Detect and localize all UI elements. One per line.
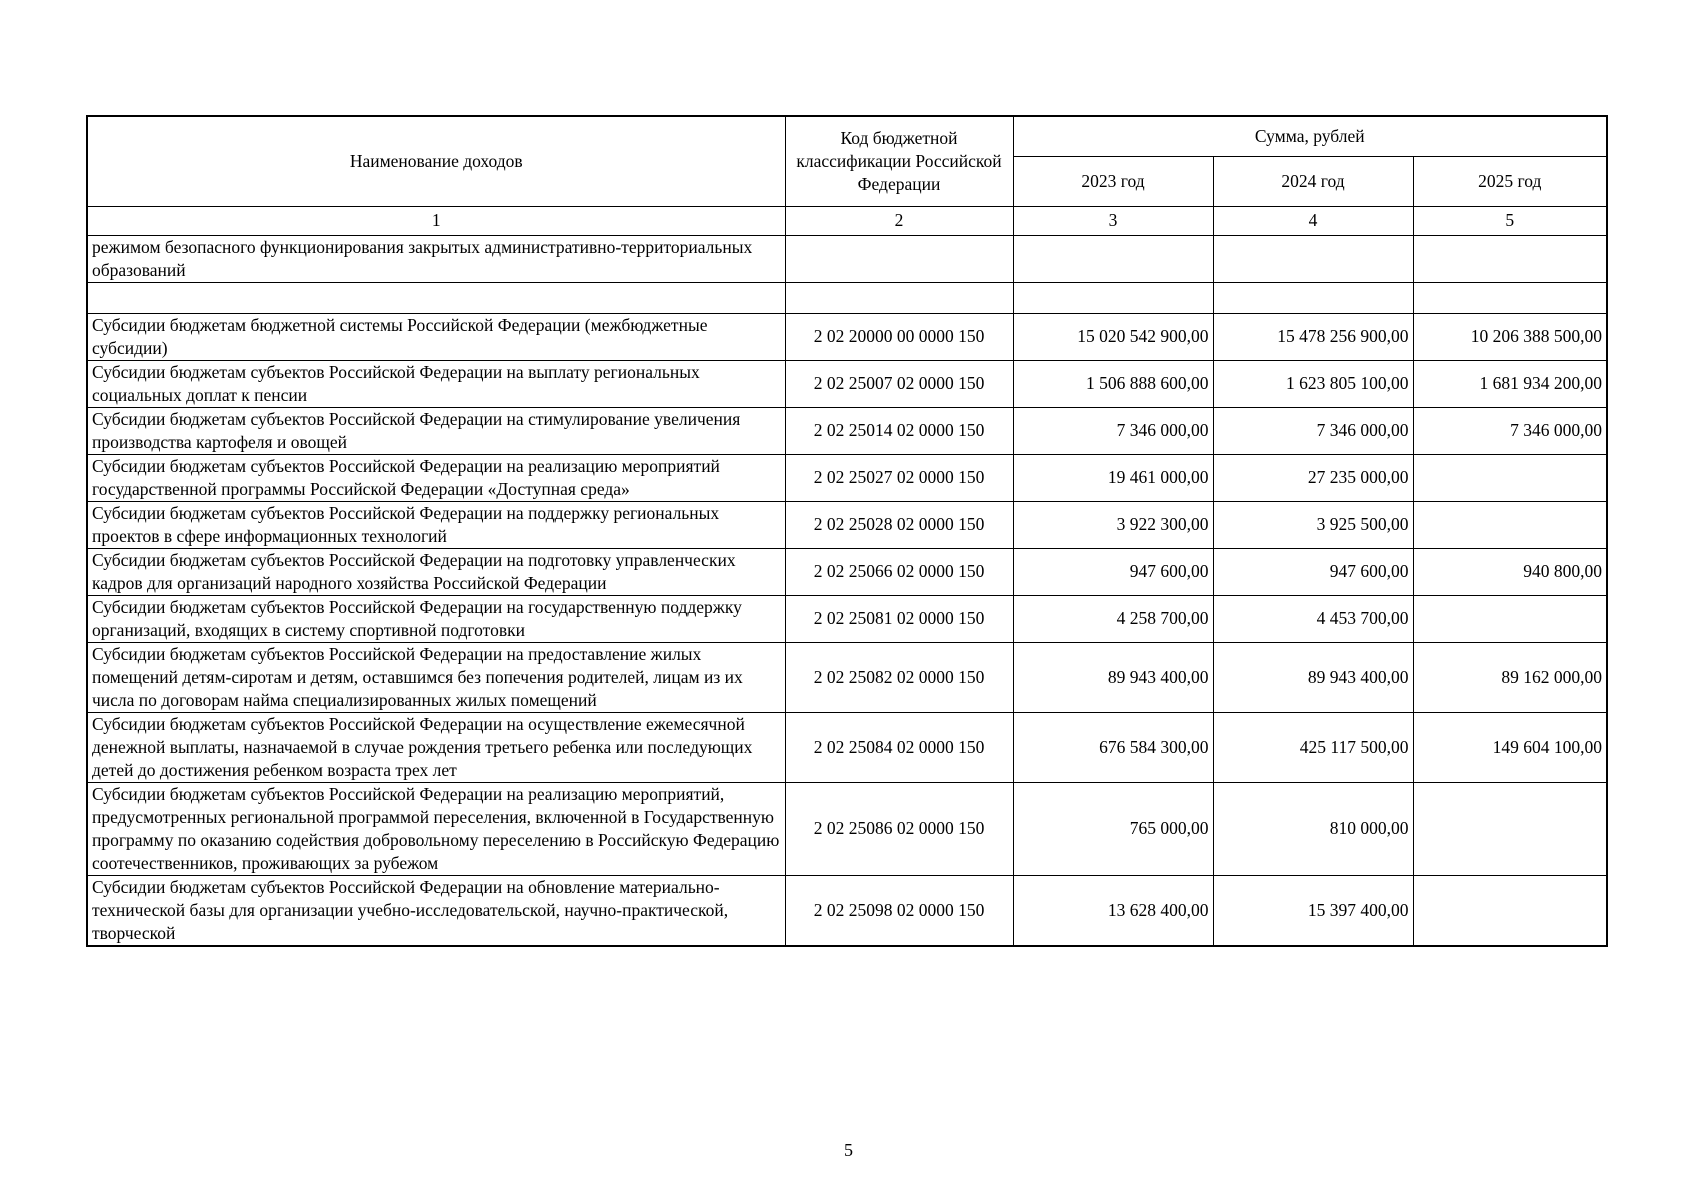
budget-code — [785, 235, 1013, 282]
income-name: Субсидии бюджетам субъектов Российской Федерации на реализацию мероприятий, предусмотренных региональной программой переселения, включенной в Государственную программу по оказанию содействия добровольному переселению в Российскую Федерацию соотечественников, проживающих за рубежом — [87, 782, 785, 875]
budget-code: 2 02 25007 02 0000 150 — [785, 360, 1013, 407]
budget-code: 2 02 25086 02 0000 150 — [785, 782, 1013, 875]
column-index: 2 — [785, 206, 1013, 235]
page-number: 5 — [844, 1140, 853, 1160]
column-index: 3 — [1013, 206, 1213, 235]
amount-2023: 765 000,00 — [1013, 782, 1213, 875]
amount-2024: 7 346 000,00 — [1213, 407, 1413, 454]
budget-code: 2 02 25082 02 0000 150 — [785, 642, 1013, 712]
amount-2025 — [1413, 595, 1607, 642]
income-name: Субсидии бюджетам субъектов Российской Федерации на обновление материально-технической базы для организации учебно-исследовательской, научно-практической, творческой — [87, 875, 785, 946]
table-row — [87, 360, 1607, 407]
amount-2023 — [1013, 235, 1213, 282]
header-code: Код бюджетной классификации Российской Федерации — [785, 116, 1013, 206]
table-row — [87, 407, 1607, 454]
amount-2025 — [1413, 501, 1607, 548]
income-name: Субсидии бюджетам субъектов Российской Федерации на поддержку региональных проектов в сфере информационных технологий — [87, 501, 785, 548]
header-year-2025: 2025 год — [1413, 156, 1607, 206]
budget-code: 2 02 25027 02 0000 150 — [785, 454, 1013, 501]
income-name: Субсидии бюджетам бюджетной системы Российской Федерации (межбюджетные субсидии) — [87, 313, 785, 360]
amount-2023: 4 258 700,00 — [1013, 595, 1213, 642]
budget-code: 2 02 20000 00 0000 150 — [785, 313, 1013, 360]
table-row — [87, 235, 1607, 282]
amount-2023: 1 506 888 600,00 — [1013, 360, 1213, 407]
amount-2024: 3 925 500,00 — [1213, 501, 1413, 548]
amount-2023: 676 584 300,00 — [1013, 712, 1213, 782]
amount-2024: 947 600,00 — [1213, 548, 1413, 595]
amount-2025: 7 346 000,00 — [1413, 407, 1607, 454]
amount-2023: 89 943 400,00 — [1013, 642, 1213, 712]
column-index: 1 — [87, 206, 785, 235]
amount-2025 — [1413, 875, 1607, 946]
income-name: Субсидии бюджетам субъектов Российской Федерации на осуществление ежемесячной денежной выплаты, назначаемой в случае рождения третьего ребенка или последующих детей до достижения ребенком возраста трех лет — [87, 712, 785, 782]
table-row — [87, 712, 1607, 782]
amount-2025: 1 681 934 200,00 — [1413, 360, 1607, 407]
income-name: Субсидии бюджетам субъектов Российской Федерации на стимулирование увеличения производства картофеля и овощей — [87, 407, 785, 454]
budget-code: 2 02 25014 02 0000 150 — [785, 407, 1013, 454]
budget-code: 2 02 25081 02 0000 150 — [785, 595, 1013, 642]
header-sum: Сумма, рублей — [1013, 116, 1607, 156]
amount-2024: 1 623 805 100,00 — [1213, 360, 1413, 407]
amount-2023: 947 600,00 — [1013, 548, 1213, 595]
amount-2023 — [1013, 282, 1213, 313]
table-row — [87, 313, 1607, 360]
amount-2024: 27 235 000,00 — [1213, 454, 1413, 501]
table-row — [87, 875, 1607, 946]
budget-code — [785, 282, 1013, 313]
amount-2025: 10 206 388 500,00 — [1413, 313, 1607, 360]
amount-2025 — [1413, 235, 1607, 282]
amount-2025 — [1413, 282, 1607, 313]
income-name — [87, 282, 785, 313]
header-name: Наименование доходов — [87, 116, 785, 206]
amount-2023: 7 346 000,00 — [1013, 407, 1213, 454]
table-row — [87, 282, 1607, 313]
amount-2024 — [1213, 235, 1413, 282]
table-row — [87, 782, 1607, 875]
income-name: Субсидии бюджетам субъектов Российской Федерации на предоставление жилых помещений детям-сиротам и детям, оставшимся без попечения родителей, лицам из их числа по договорам найма специализированных жилых помещений — [87, 642, 785, 712]
amount-2023: 15 020 542 900,00 — [1013, 313, 1213, 360]
budget-code: 2 02 25066 02 0000 150 — [785, 548, 1013, 595]
budget-code: 2 02 25028 02 0000 150 — [785, 501, 1013, 548]
amount-2023: 3 922 300,00 — [1013, 501, 1213, 548]
income-name: режимом безопасного функционирования закрытых административно-территориальных образований — [87, 235, 785, 282]
amount-2025: 89 162 000,00 — [1413, 642, 1607, 712]
amount-2023: 19 461 000,00 — [1013, 454, 1213, 501]
amount-2024: 15 478 256 900,00 — [1213, 313, 1413, 360]
column-index: 5 — [1413, 206, 1607, 235]
table-row — [87, 595, 1607, 642]
amount-2024 — [1213, 282, 1413, 313]
amount-2025 — [1413, 454, 1607, 501]
income-name: Субсидии бюджетам субъектов Российской Федерации на государственную поддержку организаций, входящих в систему спортивной подготовки — [87, 595, 785, 642]
amount-2024: 425 117 500,00 — [1213, 712, 1413, 782]
amount-2023: 13 628 400,00 — [1013, 875, 1213, 946]
amount-2024: 15 397 400,00 — [1213, 875, 1413, 946]
table-row — [87, 642, 1607, 712]
revenue-table — [86, 115, 1608, 947]
header-year-2023: 2023 год — [1013, 156, 1213, 206]
table-row — [87, 454, 1607, 501]
income-name: Субсидии бюджетам субъектов Российской Федерации на подготовку управленческих кадров для организаций народного хозяйства Российской Федерации — [87, 548, 785, 595]
amount-2024: 810 000,00 — [1213, 782, 1413, 875]
budget-code: 2 02 25084 02 0000 150 — [785, 712, 1013, 782]
amount-2025 — [1413, 782, 1607, 875]
income-name: Субсидии бюджетам субъектов Российской Федерации на реализацию мероприятий государственной программы Российской Федерации «Доступная среда» — [87, 454, 785, 501]
amount-2025: 149 604 100,00 — [1413, 712, 1607, 782]
table-row — [87, 501, 1607, 548]
amount-2025: 940 800,00 — [1413, 548, 1607, 595]
amount-2024: 4 453 700,00 — [1213, 595, 1413, 642]
column-index: 4 — [1213, 206, 1413, 235]
header-year-2024: 2024 год — [1213, 156, 1413, 206]
budget-code: 2 02 25098 02 0000 150 — [785, 875, 1013, 946]
income-name: Субсидии бюджетам субъектов Российской Федерации на выплату региональных социальных доплат к пенсии — [87, 360, 785, 407]
table-row — [87, 548, 1607, 595]
amount-2024: 89 943 400,00 — [1213, 642, 1413, 712]
